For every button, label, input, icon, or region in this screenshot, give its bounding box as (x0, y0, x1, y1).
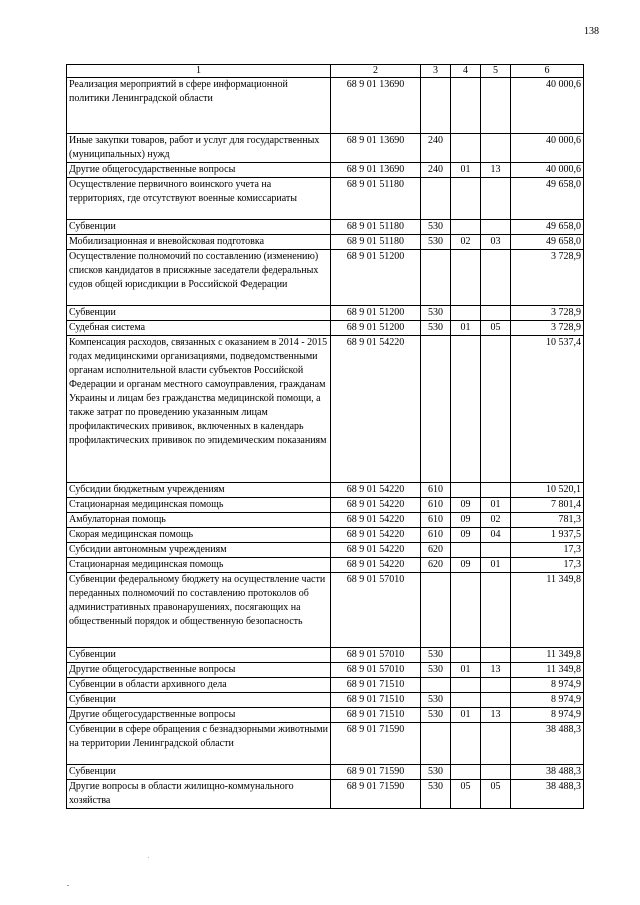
table-body (67, 78, 584, 809)
row-name-cell: Другие общегосударственные вопросы (67, 708, 331, 723)
row-col3-cell: 530 (421, 765, 451, 780)
row-col4-cell: 05 (451, 780, 481, 809)
row-amount-cell: 38 488,3 (511, 723, 584, 765)
table-row (67, 573, 584, 648)
row-code-cell: 68 9 01 51200 (331, 306, 421, 321)
column-header-4: 4 (451, 65, 481, 78)
row-code-cell: 68 9 01 54220 (331, 543, 421, 558)
table-row (67, 693, 584, 708)
row-col4-cell (451, 306, 481, 321)
row-col4-cell (451, 134, 481, 163)
row-name-cell: Субсидии бюджетным учреждениям (67, 483, 331, 498)
row-name-cell: Иные закупки товаров, работ и услуг для государственных (муниципальных) нужд (67, 134, 331, 163)
row-col5-cell (481, 543, 511, 558)
table-row (67, 498, 584, 513)
table-row (67, 765, 584, 780)
row-code-cell: 68 9 01 57010 (331, 648, 421, 663)
row-col5-cell (481, 250, 511, 306)
row-col4-cell (451, 678, 481, 693)
table-row (67, 163, 584, 178)
row-col5-cell: 13 (481, 663, 511, 678)
row-amount-cell: 49 658,0 (511, 178, 584, 220)
scan-speck (148, 857, 149, 858)
row-amount-cell: 7 801,4 (511, 498, 584, 513)
table-row (67, 513, 584, 528)
row-col4-cell (451, 250, 481, 306)
row-col4-cell (451, 723, 481, 765)
row-code-cell: 68 9 01 71510 (331, 708, 421, 723)
row-col4-cell: 01 (451, 321, 481, 336)
row-name-cell: Реализация мероприятий в сфере информационной политики Ленинградской области (67, 78, 331, 134)
row-col4-cell (451, 543, 481, 558)
row-code-cell: 68 9 01 54220 (331, 528, 421, 543)
row-col3-cell: 610 (421, 483, 451, 498)
row-amount-cell: 38 488,3 (511, 765, 584, 780)
row-col3-cell: 530 (421, 220, 451, 235)
row-col4-cell (451, 573, 481, 648)
row-code-cell: 68 9 01 51180 (331, 178, 421, 220)
row-name-cell: Другие общегосударственные вопросы (67, 163, 331, 178)
row-code-cell: 68 9 01 71590 (331, 780, 421, 809)
row-col5-cell (481, 723, 511, 765)
column-header-1: 1 (67, 65, 331, 78)
row-name-cell: Субвенции федеральному бюджету на осуществление части переданных полномочий по составлению протоколов об административных правонарушениях, посягающих на общественный порядок и общественную безопасность (67, 573, 331, 648)
row-name-cell: Осуществление полномочий по составлению (изменению) списков кандидатов в присяжные заседатели федеральных судов общей юрисдикции в Российской Федерации (67, 250, 331, 306)
row-amount-cell: 49 658,0 (511, 220, 584, 235)
row-col3-cell: 240 (421, 163, 451, 178)
row-name-cell: Субвенции в сфере обращения с безнадзорными животными на территории Ленинградской области (67, 723, 331, 765)
row-col4-cell: 09 (451, 558, 481, 573)
row-amount-cell: 3 728,9 (511, 250, 584, 306)
row-name-cell: Осуществление первичного воинского учета на территориях, где отсутствуют военные комиссариаты (67, 178, 331, 220)
row-code-cell: 68 9 01 54220 (331, 498, 421, 513)
row-col3-cell: 530 (421, 321, 451, 336)
row-col3-cell (421, 678, 451, 693)
row-code-cell: 68 9 01 54220 (331, 513, 421, 528)
row-amount-cell: 17,3 (511, 543, 584, 558)
row-col4-cell: 02 (451, 235, 481, 250)
row-name-cell: Стационарная медицинская помощь (67, 558, 331, 573)
row-amount-cell: 10 537,4 (511, 336, 584, 483)
row-col5-cell (481, 693, 511, 708)
table-row (67, 648, 584, 663)
row-code-cell: 68 9 01 51180 (331, 220, 421, 235)
row-amount-cell: 781,3 (511, 513, 584, 528)
row-col3-cell (421, 78, 451, 134)
row-col5-cell (481, 178, 511, 220)
row-col3-cell: 240 (421, 134, 451, 163)
row-col5-cell: 13 (481, 708, 511, 723)
row-col5-cell: 02 (481, 513, 511, 528)
row-col3-cell: 530 (421, 235, 451, 250)
row-col4-cell: 09 (451, 513, 481, 528)
row-col3-cell: 530 (421, 306, 451, 321)
column-header-6: 6 (511, 65, 584, 78)
row-amount-cell: 8 974,9 (511, 693, 584, 708)
row-name-cell: Скорая медицинская помощь (67, 528, 331, 543)
row-col4-cell (451, 765, 481, 780)
row-code-cell: 68 9 01 13690 (331, 163, 421, 178)
table-row (67, 663, 584, 678)
row-col4-cell (451, 78, 481, 134)
row-amount-cell: 40 000,6 (511, 134, 584, 163)
table-row (67, 78, 584, 134)
row-name-cell: Другие общегосударственные вопросы (67, 663, 331, 678)
row-amount-cell: 3 728,9 (511, 321, 584, 336)
row-code-cell: 68 9 01 71510 (331, 693, 421, 708)
table-row (67, 708, 584, 723)
table-row (67, 321, 584, 336)
row-col4-cell: 01 (451, 663, 481, 678)
row-col5-cell: 05 (481, 780, 511, 809)
row-code-cell: 68 9 01 51180 (331, 235, 421, 250)
row-code-cell: 68 9 01 71590 (331, 765, 421, 780)
row-col5-cell (481, 765, 511, 780)
row-name-cell: Субвенции (67, 306, 331, 321)
table-row (67, 543, 584, 558)
table-row (67, 723, 584, 765)
row-code-cell: 68 9 01 57010 (331, 573, 421, 648)
row-col3-cell (421, 250, 451, 306)
table-row (67, 558, 584, 573)
row-amount-cell: 11 349,8 (511, 648, 584, 663)
table-row (67, 306, 584, 321)
row-col5-cell: 05 (481, 321, 511, 336)
row-col3-cell: 530 (421, 648, 451, 663)
row-col5-cell: 01 (481, 558, 511, 573)
scan-speck (67, 885, 69, 886)
row-col4-cell (451, 178, 481, 220)
row-amount-cell: 40 000,6 (511, 163, 584, 178)
row-amount-cell: 49 658,0 (511, 235, 584, 250)
row-name-cell: Субсидии автономным учреждениям (67, 543, 331, 558)
table-row (67, 528, 584, 543)
row-name-cell: Компенсация расходов, связанных с оказанием в 2014 - 2015 годах медицинскими организациями, подведомственными органам исполнительной власти субъектов Российской Федерации и органам местного самоуправления, гражданам Украины и лицам без гражданства медицинской помощи, а также затрат по проведению указанным лицам профилактических прививок, включенных в календарь профилактических прививок по эпидемическим показаниям (67, 336, 331, 483)
row-name-cell: Стационарная медицинская помощь (67, 498, 331, 513)
row-col4-cell: 09 (451, 528, 481, 543)
row-code-cell: 68 9 01 51200 (331, 321, 421, 336)
table-row (67, 780, 584, 809)
row-code-cell: 68 9 01 54220 (331, 483, 421, 498)
row-col5-cell (481, 134, 511, 163)
table-row (67, 483, 584, 498)
row-col3-cell (421, 723, 451, 765)
row-amount-cell: 38 488,3 (511, 780, 584, 809)
row-name-cell: Субвенции в области архивного дела (67, 678, 331, 693)
column-header-3: 3 (421, 65, 451, 78)
row-col5-cell: 03 (481, 235, 511, 250)
page-number: 138 (584, 26, 599, 37)
row-col3-cell: 620 (421, 558, 451, 573)
row-name-cell: Субвенции (67, 765, 331, 780)
row-amount-cell: 8 974,9 (511, 708, 584, 723)
row-col3-cell: 610 (421, 528, 451, 543)
row-col3-cell: 530 (421, 708, 451, 723)
table-row (67, 178, 584, 220)
row-code-cell: 68 9 01 54220 (331, 336, 421, 483)
row-col5-cell (481, 573, 511, 648)
row-amount-cell: 11 349,8 (511, 573, 584, 648)
row-col5-cell (481, 678, 511, 693)
row-amount-cell: 3 728,9 (511, 306, 584, 321)
row-col5-cell (481, 483, 511, 498)
row-col4-cell (451, 648, 481, 663)
budget-table (66, 64, 584, 809)
row-col4-cell: 01 (451, 708, 481, 723)
row-col5-cell (481, 648, 511, 663)
row-name-cell: Субвенции (67, 693, 331, 708)
row-col4-cell (451, 336, 481, 483)
row-col4-cell: 01 (451, 163, 481, 178)
row-col5-cell: 01 (481, 498, 511, 513)
row-code-cell: 68 9 01 13690 (331, 78, 421, 134)
row-name-cell: Субвенции (67, 220, 331, 235)
row-col4-cell (451, 693, 481, 708)
row-col5-cell (481, 78, 511, 134)
table-row (67, 336, 584, 483)
row-code-cell: 68 9 01 54220 (331, 558, 421, 573)
row-code-cell: 68 9 01 51200 (331, 250, 421, 306)
table-row (67, 250, 584, 306)
table-row (67, 235, 584, 250)
table-header (67, 65, 584, 78)
row-code-cell: 68 9 01 71590 (331, 723, 421, 765)
row-col3-cell: 610 (421, 513, 451, 528)
row-name-cell: Судебная система (67, 321, 331, 336)
row-code-cell: 68 9 01 13690 (331, 134, 421, 163)
row-name-cell: Мобилизационная и вневойсковая подготовка (67, 235, 331, 250)
table-row (67, 134, 584, 163)
row-col5-cell (481, 336, 511, 483)
row-col5-cell: 04 (481, 528, 511, 543)
row-code-cell: 68 9 01 57010 (331, 663, 421, 678)
row-col3-cell: 620 (421, 543, 451, 558)
row-col4-cell (451, 220, 481, 235)
row-col3-cell (421, 178, 451, 220)
row-name-cell: Другие вопросы в области жилищно-коммунального хозяйства (67, 780, 331, 809)
row-col3-cell: 530 (421, 780, 451, 809)
column-header-5: 5 (481, 65, 511, 78)
row-amount-cell: 1 937,5 (511, 528, 584, 543)
column-header-2: 2 (331, 65, 421, 78)
row-amount-cell: 10 520,1 (511, 483, 584, 498)
row-col4-cell: 09 (451, 498, 481, 513)
row-col4-cell (451, 483, 481, 498)
row-name-cell: Амбулаторная помощь (67, 513, 331, 528)
row-col5-cell (481, 306, 511, 321)
row-col5-cell (481, 220, 511, 235)
row-col3-cell (421, 336, 451, 483)
row-code-cell: 68 9 01 71510 (331, 678, 421, 693)
row-col3-cell: 530 (421, 663, 451, 678)
row-amount-cell: 40 000,6 (511, 78, 584, 134)
table-row (67, 678, 584, 693)
row-amount-cell: 11 349,8 (511, 663, 584, 678)
table-row (67, 220, 584, 235)
header-row (67, 65, 584, 78)
row-name-cell: Субвенции (67, 648, 331, 663)
row-amount-cell: 17,3 (511, 558, 584, 573)
row-col3-cell (421, 573, 451, 648)
row-col3-cell: 530 (421, 693, 451, 708)
row-col3-cell: 610 (421, 498, 451, 513)
row-amount-cell: 8 974,9 (511, 678, 584, 693)
row-col5-cell: 13 (481, 163, 511, 178)
